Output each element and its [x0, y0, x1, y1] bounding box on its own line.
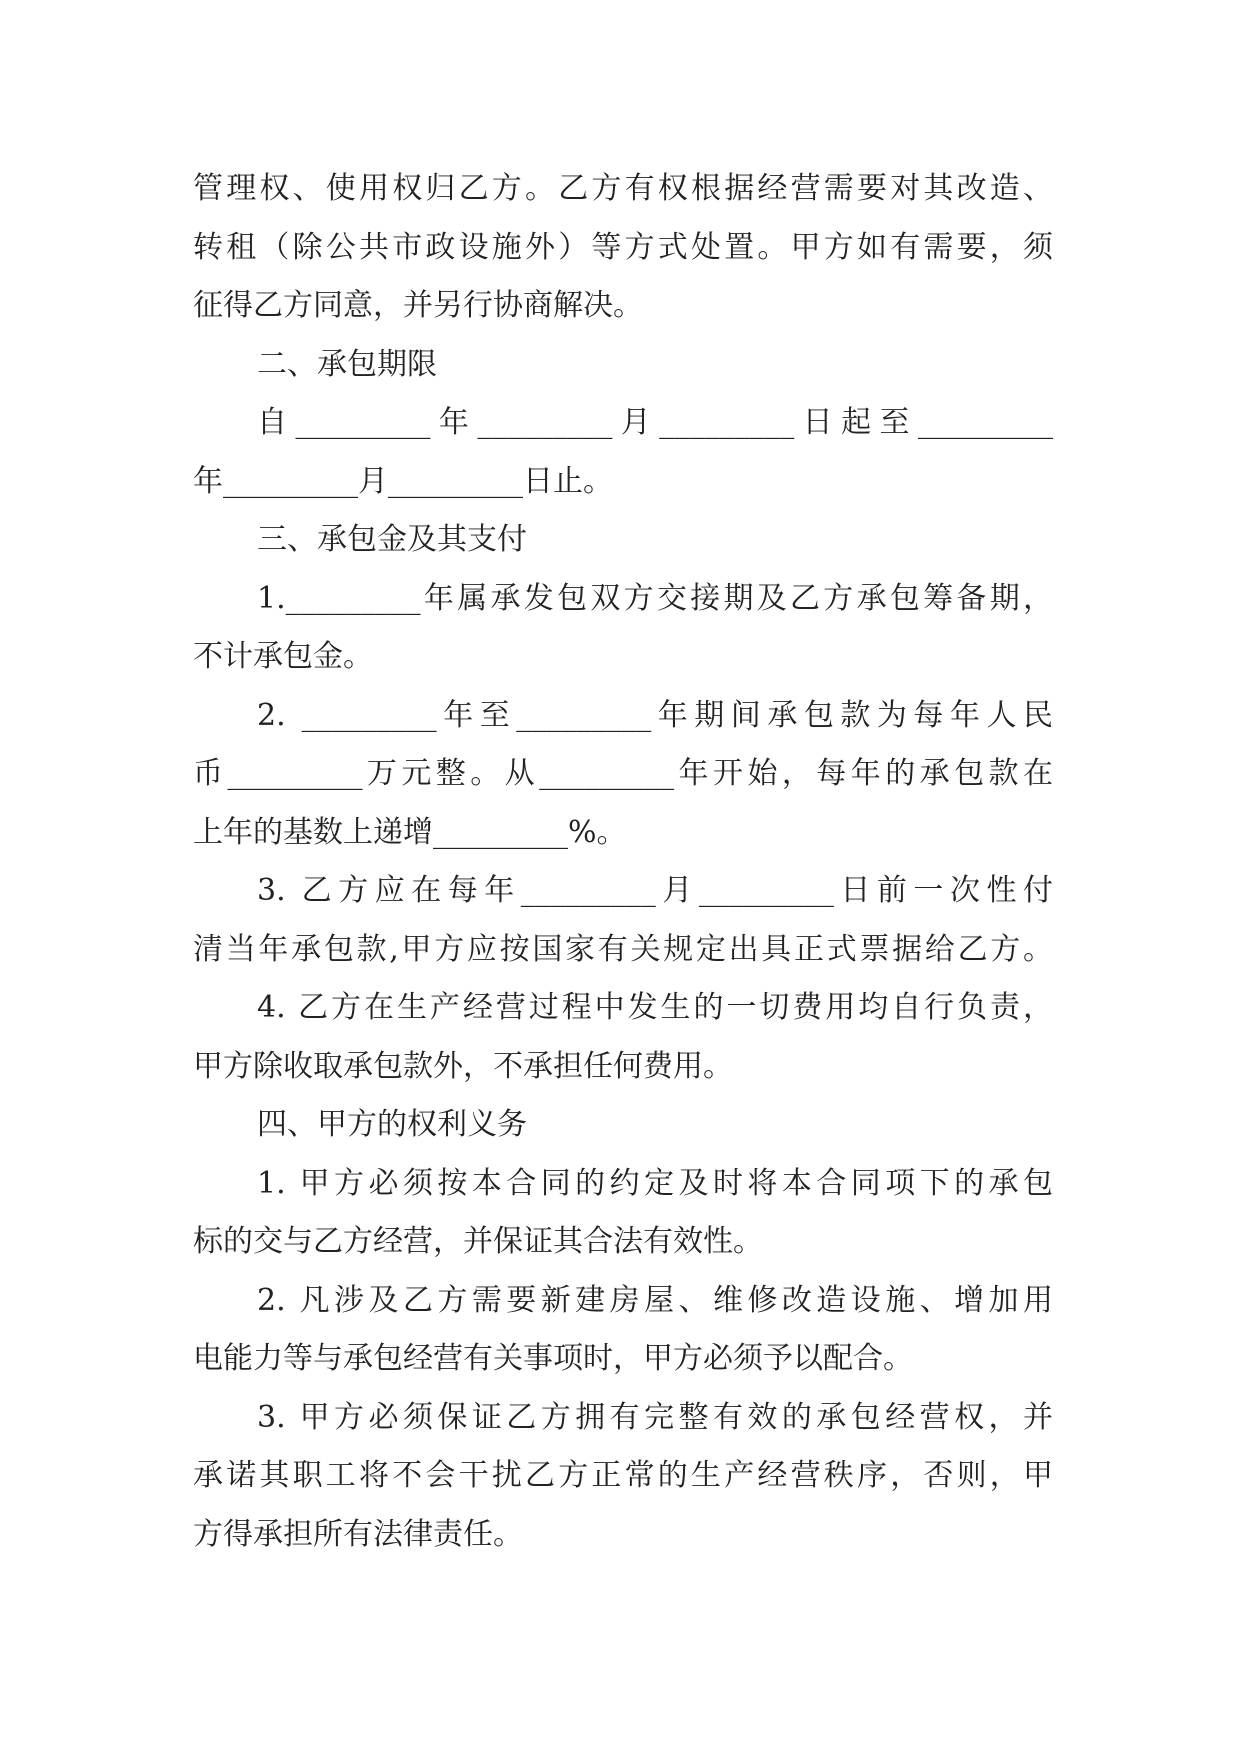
- text-line: 清当年承包款,甲方应按国家有关规定出具正式票据给乙方。: [193, 931, 1053, 967]
- document-body: [193, 160, 1053, 1564]
- text-line: 自_________年_________月_________日起至_________: [257, 405, 1053, 440]
- text-line: 转租（除公共市政设施外）等方式处置。甲方如有需要，须: [193, 229, 1053, 265]
- text-line: 标的交与乙方经营，并保证其合法有效性。: [193, 1224, 763, 1259]
- text-line: 甲方除收取承包款外，不承担任何费用。: [193, 1048, 733, 1084]
- text-line: 3. 乙方应在每年_________月_________日前一次性付: [257, 873, 1053, 908]
- text-line: 1. 甲方必须按本合同的约定及时将本合同项下的承包: [257, 1165, 1053, 1201]
- section-heading: 三、承包金及其支付: [257, 522, 527, 557]
- text-line: 征得乙方同意，并另行协商解决。: [193, 288, 643, 323]
- text-line: 4. 乙方在生产经营过程中发生的一切费用均自行负责，: [257, 990, 1053, 1025]
- text-line: 年_________月_________日止。: [193, 463, 613, 499]
- text-line: 不计承包金。: [193, 639, 373, 674]
- text-line: 承诺其职工将不会干扰乙方正常的生产经营秩序，否则，甲: [193, 1458, 1053, 1493]
- text-line: 上年的基数上递增_________%。: [193, 814, 627, 850]
- text-line: 1._________年属承发包双方交接期及乙方承包筹备期，: [257, 580, 1053, 616]
- section-heading: 四、甲方的权利义务: [257, 1107, 527, 1142]
- text-line: 管理权、使用权归乙方。乙方有权根据经营需要对其改造、: [193, 171, 1053, 206]
- text-line: 方得承担所有法律责任。: [193, 1516, 523, 1552]
- text-line: 2. 凡涉及乙方需要新建房屋、维修改造设施、增加用: [257, 1282, 1053, 1318]
- section-heading: 二、承包期限: [257, 346, 437, 382]
- text-line: 币_________万元整。从_________年开始，每年的承包款在: [193, 756, 1053, 791]
- text-line: 2. _________年至_________年期间承包款为每年人民: [257, 697, 1053, 733]
- text-line: 电能力等与承包经营有关事项时，甲方必须予以配合。: [193, 1341, 913, 1376]
- text-line: 3. 甲方必须保证乙方拥有完整有效的承包经营权，并: [257, 1399, 1053, 1435]
